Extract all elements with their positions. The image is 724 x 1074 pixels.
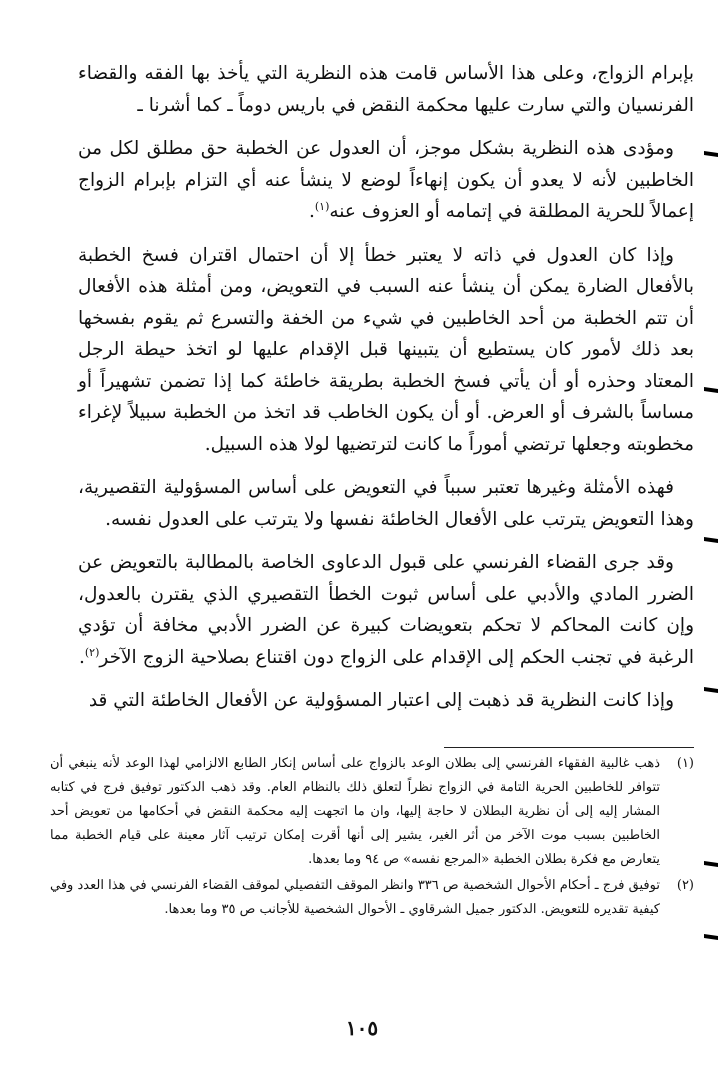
main-text (78, 58, 694, 729)
footnote-ref-2[interactable]: (٢) (84, 645, 100, 659)
paragraph-2: ومؤدى هذه النظرية بشكل موجز، أن العدول عن الخطبة حق مطلق لكل من الخاطبين لأنه لا يعدو أن يكون إنهاءاً لوضع لا ينشأ عنه أي التزام بإبرام الزواج إعمالاً للحرية المطلقة في إتمامه أو العزوف عنه$^{(١)}$. (78, 138, 694, 222)
paragraph-4: فهذه الأمثلة وغيرها تعتبر سبباً في التعويض على أساس المسؤولية التقصيرية، وهذا التعويض يترتب على الأفعال الخاطئة نفسها ولا يترتب على العدول نفسه. (78, 477, 694, 530)
footnote-1 (50, 752, 694, 872)
footnote-number: (٢) (676, 878, 694, 893)
paragraph-3: وإذا كان العدول في ذاته لا يعتبر خطأ إلا أن احتمال اقتران فسخ الخطبة بالأفعال الضارة يمكن أن ينشأ عنه السبب في التعويض، ومن أمثلة هذه الأفعال أن تتم الخطبة من أحد الخاطبين في شيء من الخفة والتسرع ثم يقوم بفسخها بعد ذلك لأمور كان يستطيع أن يتبينها قبل الإقدام عليها لو اتخذ حيطة الرجل المعتاد وحذره أو أن يأتي فسخ الخطبة بطريقة خاطئة كما إذا تضمن تشهيراً أو مساساً بالشرف أو العرض. أو أن يكون الخاطب قد اتخذ من الخطبة سبيلاً لإغراء مخطوبته وجعلها ترتضي أموراً ما كانت لترتضيها لولا هذه السبيل. (78, 244, 694, 455)
paragraph-6: وإذا كانت النظرية قد ذهبت إلى اعتبار المسؤولية عن الأفعال الخاطئة التي قد (88, 690, 674, 711)
footnote-ref-1[interactable]: (١) (314, 199, 330, 213)
paragraph-1: بإبرام الزواج، وعلى هذا الأساس قامت هذه النظرية التي يأخذ بها الفقه والقضاء الفرنسيان والتي سارت عليها محكمة النقض في باريس دوماً ـ كما أشرنا ـ (78, 63, 694, 116)
page-number: ١٠٥ (345, 1016, 379, 1040)
footnote-separator (444, 747, 694, 748)
margin-tab-mark (704, 687, 718, 693)
footnotes (50, 752, 694, 924)
footnote-text: توفيق فرج ـ أحكام الأحوال الشخصية ص ٣٣٦ وانظر الموقف التفصيلي لموقف القضاء الفرنسي في هذا العدد وفي كيفية تقديره للتعويض. الدكتور جميل الشرقاوي ـ الأحوال الشخصية للأجانب ص ٣٥ وما بعدها. (50, 878, 660, 917)
margin-tab-mark (704, 861, 718, 867)
footnote-number: (١) (676, 756, 694, 771)
margin-tab-mark (704, 537, 718, 543)
footnote-text: ذهب غالبية الفقهاء الفرنسي إلى بطلان الوعد بالزواج على أساس إنكار الطابع الالزامي لهذا الوعد لأنه ينبغي أن تتوافر للخاطبين الحرية التامة في الزواج نظراً لتعلق ذلك بالنظام العام. وقد ذهب الدكتور توفيق فرج في كتابه المشار إليه إلى أن نظرية البطلان لا حاجة إليها، وان ما اتجهت إليه محكمة النقض في أحكامها من تعويض أحد الخاطبين بسبب موت الآخر من أثر الغير، يشير إلى أنها أقرت إمكان ترتيب آثار معينة على قيام الخطبة مما يتعارض مع فكرة بطلان الخطبة «المرجع نفسه» ص ٩٤ وما بعدها. (50, 756, 660, 867)
paragraph-5: وقد جرى القضاء الفرنسي على قبول الدعاوى الخاصة بالمطالبة بالتعويض عن الضرر المادي والأدبي على أساس ثبوت الخطأ التقصيري الذي يقترن بالعدول، وإن كانت المحاكم لا تحكم بتعويضات كبيرة عن الضرر الأدبي مخافة أن تؤدي الرغبة في تجنب الحكم إلى الإقدام على الزواج دون اقتناع بصلاحية الزوج الآخر$^{(٢)}$. (78, 552, 694, 668)
footnote-2 (50, 874, 694, 922)
margin-tab-mark (704, 151, 718, 157)
margin-tab-mark (704, 934, 718, 940)
margin-tab-mark (704, 387, 718, 393)
